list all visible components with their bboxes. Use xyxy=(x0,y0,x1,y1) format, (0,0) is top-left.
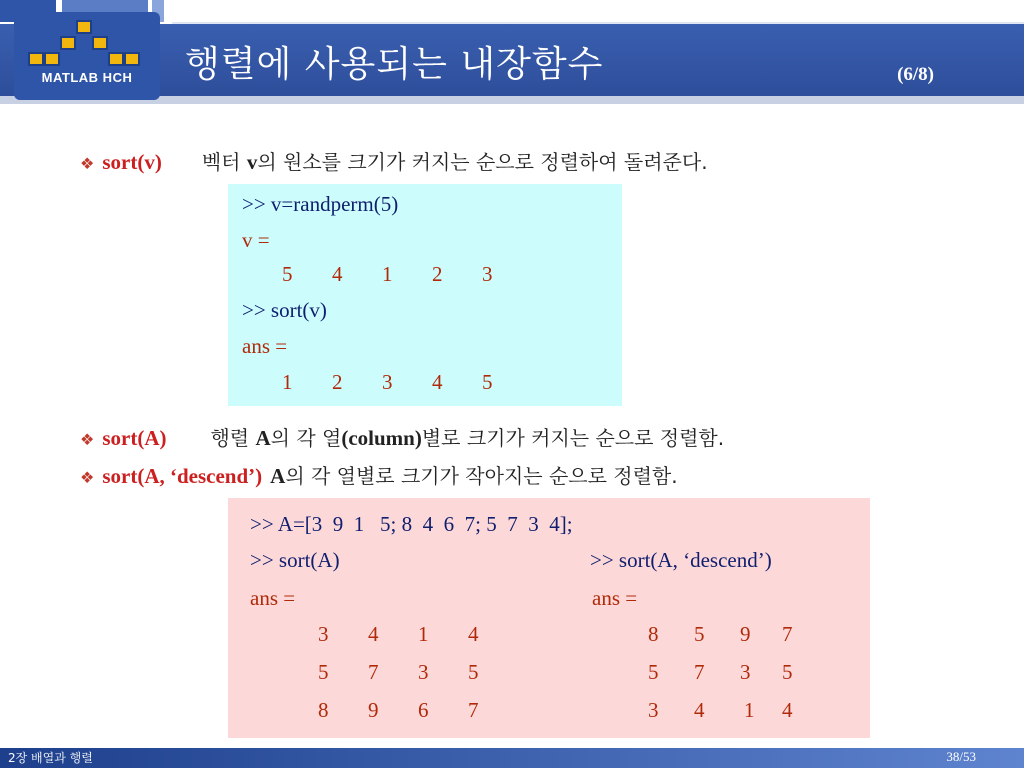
matrix-cell: 5 xyxy=(318,660,329,684)
code-box-sort-v xyxy=(228,184,622,406)
bullet-desc-var: A xyxy=(270,464,286,488)
logo-block xyxy=(60,36,76,50)
page-title: 행렬에 사용되는 내장함수 xyxy=(185,44,604,85)
bullet-desc-prefix: 행렬 xyxy=(210,426,256,450)
output-value: 3 xyxy=(382,370,393,394)
output-value: 4 xyxy=(332,262,343,286)
matrix-cell: 4 xyxy=(468,622,479,646)
matrix-cell: 8 xyxy=(318,698,329,722)
matrix-cell: 5 xyxy=(468,660,479,684)
output-value: 5 xyxy=(482,370,493,394)
output-label: ans = xyxy=(592,586,638,610)
diamond-bullet-icon: ❖ xyxy=(80,470,95,487)
output-value: 1 xyxy=(282,370,293,394)
matrix-cell: 1 xyxy=(418,622,429,646)
matrix-cell: 4 xyxy=(368,622,379,646)
output-value: 1 xyxy=(382,262,393,286)
output-value: 5 xyxy=(282,262,293,286)
bullet-keyword: sort(A) xyxy=(102,426,167,450)
footer xyxy=(0,748,1024,768)
matrix-cell: 6 xyxy=(418,698,429,722)
output-value: 2 xyxy=(332,370,343,394)
matrix-cell: 7 xyxy=(468,698,479,722)
bullet-keyword: sort(A, ‘descend’) xyxy=(102,464,263,488)
matrix-cell: 4 xyxy=(782,698,793,722)
matrix-cell: 3 xyxy=(648,698,659,722)
matrix-cell: 9 xyxy=(368,698,379,722)
bullet-desc-prefix: 벡터 xyxy=(201,150,247,174)
footer-page-number: 38/53 xyxy=(946,749,976,764)
logo-block xyxy=(108,52,124,66)
matrix-cell: 7 xyxy=(782,622,793,646)
matrix-cell: 4 xyxy=(694,698,705,722)
output-value: 4 xyxy=(432,370,443,394)
command-line: >> A=[3 9 1 5; 8 4 6 7; 5 7 3 4]; xyxy=(250,512,573,536)
output-label: ans = xyxy=(250,586,296,610)
matrix-cell: 8 xyxy=(648,622,659,646)
header xyxy=(0,0,1024,104)
matrix-cell: 3 xyxy=(318,622,329,646)
matrix-cell: 5 xyxy=(694,622,705,646)
bullet-desc-column: (column) xyxy=(341,426,422,450)
diamond-bullet-icon: ❖ xyxy=(80,432,95,449)
matrix-cell: 5 xyxy=(648,660,659,684)
matrix-cell: 9 xyxy=(740,622,751,646)
matrix-cell: 7 xyxy=(694,660,705,684)
matrix-cell: 3 xyxy=(418,660,429,684)
output-label: v = xyxy=(242,228,270,252)
command-line: >> sort(A) xyxy=(250,548,340,572)
output-label: ans = xyxy=(242,334,288,358)
logo-block xyxy=(76,20,92,34)
matrix-cell: 7 xyxy=(368,660,379,684)
bullet-sort-A xyxy=(80,422,724,451)
command-line: >> sort(A, ‘descend’) xyxy=(590,548,772,572)
bullet-sort-A-descend xyxy=(80,460,678,489)
command-line: >> sort(v) xyxy=(242,298,327,322)
output-value: 3 xyxy=(482,262,493,286)
bullet-desc-suffix: 의 각 열별로 크기가 작아지는 순으로 정렬함. xyxy=(285,464,678,488)
logo-text: MATLAB HCH xyxy=(41,70,133,85)
logo-block xyxy=(44,52,60,66)
footer-chapter: 2장 배열과 행렬 xyxy=(8,751,93,765)
logo xyxy=(14,12,160,100)
matrix-cell: 3 xyxy=(740,660,751,684)
bullet-desc-var: v xyxy=(246,150,258,174)
bullet-sort-v xyxy=(80,146,708,175)
diamond-bullet-icon: ❖ xyxy=(80,156,95,173)
matrix-cell: 1 xyxy=(744,698,755,722)
code-box-sort-A xyxy=(228,498,870,738)
output-value: 2 xyxy=(432,262,443,286)
page-marker: (6/8) xyxy=(897,64,934,85)
logo-block xyxy=(124,52,140,66)
logo-block xyxy=(92,36,108,50)
logo-block xyxy=(28,52,44,66)
bullet-desc-suffix: 의 원소를 크기가 커지는 순으로 정렬하여 돌려준다. xyxy=(257,150,708,174)
matrix-cell: 5 xyxy=(782,660,793,684)
bullet-desc-mid: 의 각 열 xyxy=(270,426,342,450)
bullet-desc-var: A xyxy=(255,426,271,450)
top-stripe xyxy=(172,0,1024,24)
bullet-desc-suffix: 별로 크기가 커지는 순으로 정렬함. xyxy=(421,426,725,450)
bullet-keyword: sort(v) xyxy=(102,150,162,174)
command-line: >> v=randperm(5) xyxy=(242,192,399,216)
